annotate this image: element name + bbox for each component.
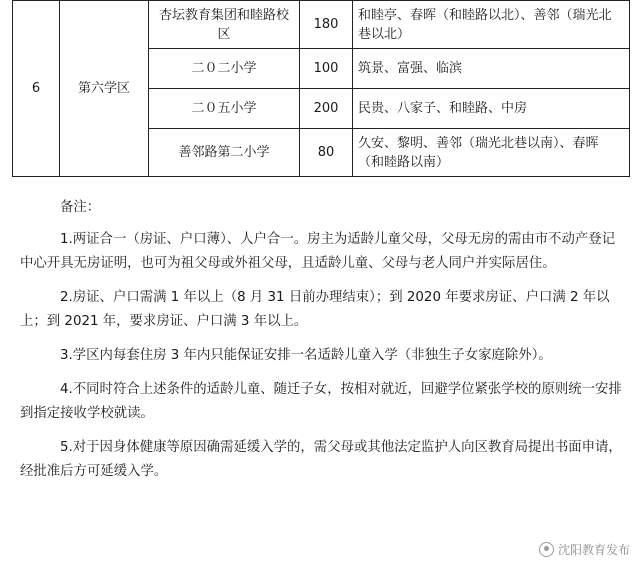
school-area: 民贵、八家子、和睦路、中房: [353, 89, 630, 129]
note-item: 5.对于因身体健康等原因确需延缓入学的，需父母或其他法定监护人向区教育局提出书面申请，经批准后方可延缓入学。: [20, 440, 622, 479]
school-district-table: [12, 0, 630, 177]
wechat-icon: [539, 542, 554, 557]
notes-section: [20, 196, 626, 494]
table-row: [13, 1, 630, 49]
school-area: 和睦亭、春晖（和睦路以北）、善邻（瑞光北巷以北）: [353, 1, 630, 49]
school-name: 善邻路第二小学: [149, 129, 300, 177]
school-name: 二０五小学: [149, 89, 300, 129]
note-item: 2.房证、户口需满 1 年以上（8 月 31 日前办理结束）；到 2020 年要求房证、户口满 2 年以上；到 2021 年，要求房证、户口满 3 年以上。: [20, 290, 610, 329]
watermark-text: 沈阳教育发布: [557, 543, 630, 557]
school-name: 杏坛教育集团和睦路校区: [149, 1, 300, 49]
school-area: 筑景、富强、临滨: [353, 49, 630, 89]
note-item: 3.学区内每套住房 3 年内只能保证安排一名适龄儿童入学（非独生子女家庭除外）。: [60, 348, 552, 363]
district-name: 第六学区: [60, 1, 149, 177]
school-capacity: 200: [300, 89, 353, 129]
school-area: 久安、黎明、善邻（瑞光北巷以南）、春晖（和睦路以南）: [353, 129, 630, 177]
school-name: 二０二小学: [149, 49, 300, 89]
school-capacity: 100: [300, 49, 353, 89]
school-capacity: 180: [300, 1, 353, 49]
school-capacity: 80: [300, 129, 353, 177]
district-number: 6: [13, 1, 60, 177]
note-item: 4.不同时符合上述条件的适龄儿童、随迁子女，按相对就近，回避学位紧张学校的原则统一安排到指定接收学校就读。: [20, 382, 622, 421]
notes-title: 备注：: [60, 200, 101, 215]
note-item: 1.两证合一（房证、户口薄）、人户合一。房主为适龄儿童父母，父母无房的需由市不动产登记中心开具无房证明，也可为祖父母或外祖父母，且适龄儿童、父母与老人同户并实际居住。: [20, 232, 616, 271]
watermark: [539, 541, 630, 558]
